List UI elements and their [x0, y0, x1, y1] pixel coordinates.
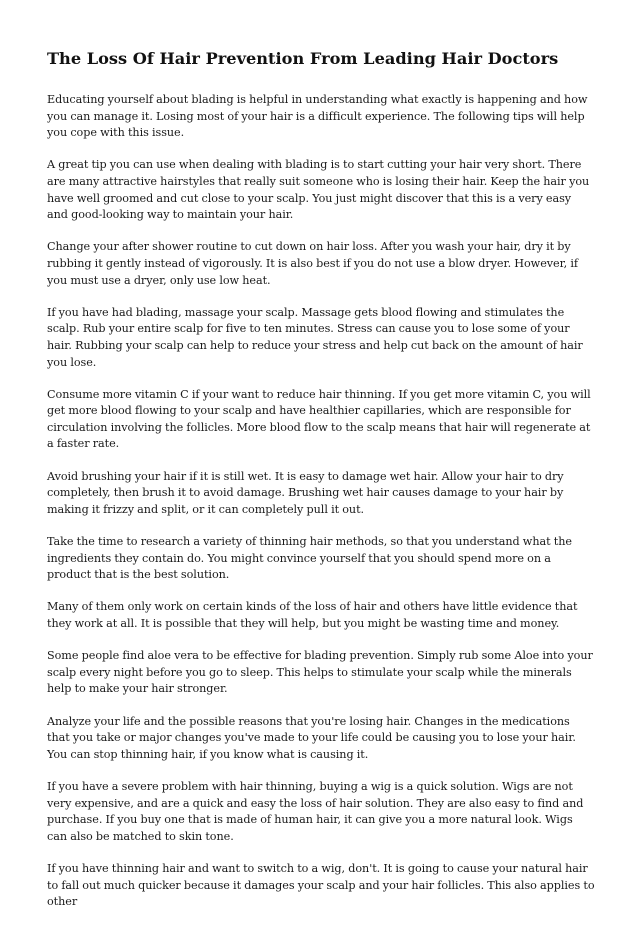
paragraph-9: Some people find aloe vera to be effective for blading prevention. Simply rub some Aloe into your scalp every night before you go to sleep. This helps to stimulate your scalp while the minerals help to make your hair stronger. [47, 649, 593, 696]
paragraph-5: Consume more vitamin C if your want to reduce hair thinning. If you get more vitamin C, you will get more blood flowing to your scalp and have healthier capillaries, which are responsible for circulation involving the follicles. More blood flow to the scalp means that hair will regenerate at a faster rate. [47, 387, 591, 451]
paragraph-1: Educating yourself about blading is helpful in understanding what exactly is happening and how you can manage it. Losing most of your hair is a difficult experience. The following tips will help you cope with this issue. [47, 93, 588, 140]
paragraph-7: Take the time to research a variety of thinning hair methods, so that you understand what the ingredients they contain do. You might convince yourself that you should spend more on a product that is the best solution. [47, 535, 572, 582]
paragraph-10: Analyze your life and the possible reasons that you're losing hair. Changes in the medications that you take or major changes you've made to your life could be causing you to lose your hair. You can stop thinning hair, if you know what is causing it. [47, 714, 576, 761]
document-title: The Loss Of Hair Prevention From Leading Hair Doctors [47, 49, 559, 68]
paragraph-3: Change your after shower routine to cut down on hair loss. After you wash your hair, dry it by rubbing it gently instead of vigorously. It is also best if you do not use a blow dryer. However, if you must use a dryer, only use low heat. [47, 240, 579, 287]
paragraph-8: Many of them only work on certain kinds of the loss of hair and others have little evidence that they work at all. It is possible that they will help, but you might be wasting time and money. [47, 600, 578, 630]
paragraph-6: Avoid brushing your hair if it is still wet. It is easy to damage wet hair. Allow your hair to dry completely, then brush it to avoid damage. Brushing wet hair causes damage to your hair by making it frizzy and split, or it can completely pull it out. [47, 469, 564, 516]
document-page [47, 48, 595, 926]
paragraph-12: If you have thinning hair and want to switch to a wig, don't. It is going to cause your natural hair to fall out much quicker because it damages your scalp and your hair follicles. This also applies to other [47, 861, 595, 909]
paragraph-4: If you have had blading, massage your scalp. Massage gets blood flowing and stimulates the scalp. Rub your entire scalp for five to ten minutes. Stress can cause you to lose some of your hair. Rubbing your scalp can help to reduce your stress and help cut back on the amount of hair you lose. [47, 305, 583, 369]
paragraph-2: A great tip you can use when dealing with blading is to start cutting your hair very short. There are many attractive hairstyles that really suit someone who is losing their hair. Keep the hair you have well groomed and cut close to your scalp. You just might discover that this is a very easy and good-looking way to maintain your hair. [47, 158, 590, 222]
paragraph-11: If you have a severe problem with hair thinning, buying a wig is a quick solution. Wigs are not very expensive, and are a quick and easy the loss of hair solution. They are also easy to find and purchase. If you buy one that is made of human hair, it can give you a more natural look. Wigs can also be matched to skin tone. [47, 779, 584, 843]
